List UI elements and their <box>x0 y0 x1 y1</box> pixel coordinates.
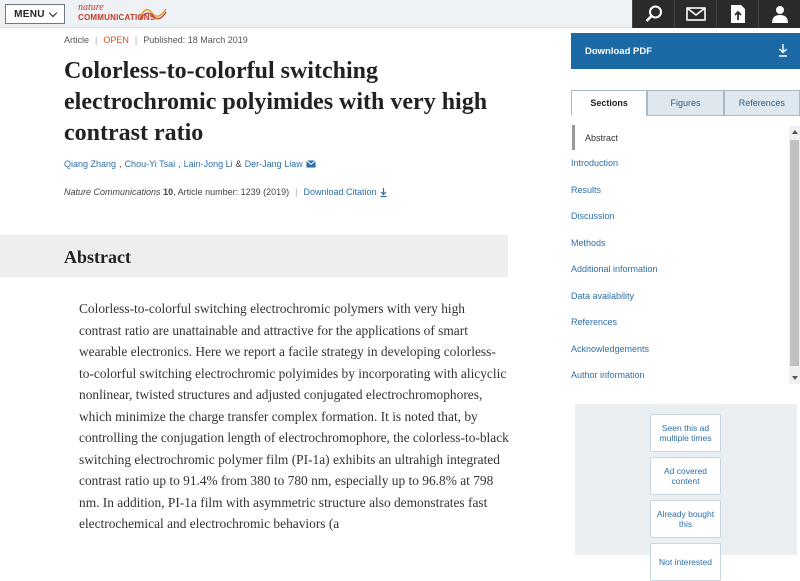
ad-feedback-button[interactable]: Ad covered content <box>650 457 721 495</box>
toc-scrollbar[interactable] <box>789 126 800 384</box>
toc-item-methods[interactable]: Methods <box>571 237 606 248</box>
toc-item-discussion[interactable]: Discussion <box>571 211 615 222</box>
logo-text-communications: COMMUNICATIONS <box>78 13 156 22</box>
author-separator: , <box>178 159 181 169</box>
account-icon <box>771 5 789 23</box>
author-link[interactable]: Chou-Yi Tsai <box>124 159 176 169</box>
author-list <box>64 159 316 169</box>
ad-feedback-panel <box>575 404 797 567</box>
meta-separator: | <box>134 35 138 45</box>
download-pdf-button[interactable] <box>571 33 800 69</box>
download-citation-label: Download Citation <box>303 187 377 197</box>
tab-sections[interactable]: Sections <box>571 90 647 116</box>
abstract-header <box>0 235 508 277</box>
ad-feedback-button[interactable]: Not interested <box>650 543 721 581</box>
toc-item-introduction[interactable]: Introduction <box>571 158 619 169</box>
email-alert-button[interactable] <box>674 0 716 28</box>
logo-wave-icon <box>138 3 168 23</box>
article-title: Colorless-to-colorful switching electrochromic polyimides with very high contrast ratio <box>64 58 488 146</box>
search-icon <box>644 4 664 24</box>
nature-communications-logo[interactable] <box>78 3 155 25</box>
download-icon <box>778 43 788 57</box>
toc-item-abstract[interactable]: Abstract <box>572 125 800 150</box>
ad-feedback-button[interactable]: Seen this ad multiple times <box>650 414 721 452</box>
tab-figures[interactable]: Figures <box>647 90 723 116</box>
toc-item-data-availability[interactable]: Data availability <box>571 290 635 301</box>
scroll-down-arrow-icon[interactable] <box>792 376 798 380</box>
chevron-down-icon <box>49 8 57 16</box>
sidebar-tabs <box>571 90 800 116</box>
author-separator: , <box>119 159 122 169</box>
menu-label: MENU <box>14 8 45 20</box>
download-pdf-label: Download PDF <box>585 45 653 57</box>
top-navigation-bar <box>0 0 800 28</box>
logo-text-nature: nature <box>78 2 104 13</box>
submit-icon <box>730 4 746 24</box>
author-link[interactable]: Der-Jang Liaw <box>244 159 303 169</box>
open-access-badge: OPEN <box>103 35 129 45</box>
tab-references[interactable]: References <box>724 90 800 116</box>
author-link[interactable]: Lain-Jong Li <box>183 159 233 169</box>
journal-name: Nature Communications <box>64 187 161 197</box>
citation-separator: | <box>295 187 298 197</box>
mail-icon <box>686 6 706 22</box>
menu-button[interactable] <box>5 4 65 24</box>
abstract-text: Colorless-to-colorful switching electrochromic polymers with very high contrast ratio are unattainable and attractive for the applications of smart wearable electronics. Here we report a facile strategy in developing colorless-to-colorful switching electrochromic polyimides by incorporating with alicyclic nonlinear, twisted structures and adjusted conjugated electrochromophores, which minimize the charge transfer complex formation. It is noted that, by controlling the conjugation length of electrochromophore, the colorless-to-black switching electrochromic polymer film (PI-1a) exhibits an ultrahigh integrated contrast ratio up to 91.4% from 380 to 780 nm, especially up to 96.8% at 798 nm. In addition, PI-1a film with asymmetric structure also demonstrates fast electrochemical and electrochromic behaviors (a <box>79 301 509 531</box>
download-icon <box>380 188 387 197</box>
toc-item-acknowledgements[interactable]: Acknowledgements <box>571 343 650 354</box>
journal-volume: 10 <box>163 187 174 197</box>
meta-separator: | <box>95 35 98 45</box>
corresponding-author-mail-icon[interactable] <box>306 160 316 168</box>
abstract-heading: Abstract <box>64 247 131 267</box>
scrollbar-thumb[interactable] <box>790 140 799 366</box>
author-link[interactable]: Qiang Zhang <box>64 159 117 169</box>
toc-item-author-information[interactable]: Author information <box>571 370 645 381</box>
toc-item-references[interactable]: References <box>571 317 618 328</box>
toolbar-icons <box>632 0 800 28</box>
download-citation-link[interactable] <box>304 187 387 197</box>
submit-article-button[interactable] <box>716 0 758 28</box>
article-meta <box>64 35 248 45</box>
table-of-contents <box>571 116 800 384</box>
scroll-up-arrow-icon[interactable] <box>792 130 798 134</box>
citation-line <box>64 187 387 197</box>
toc-item-results[interactable]: Results <box>571 184 602 195</box>
toc-item-additional-information[interactable]: Additional information <box>571 264 658 275</box>
citation-text <box>64 187 289 197</box>
ad-feedback-button[interactable]: Already bought this <box>650 500 721 538</box>
author-separator: & <box>235 159 242 169</box>
account-button[interactable] <box>758 0 800 28</box>
published-date: Published: 18 March 2019 <box>143 35 248 45</box>
article-type: Article <box>64 35 90 45</box>
search-button[interactable] <box>632 0 674 28</box>
article-number: , Article number: 1239 (2019) <box>173 187 290 197</box>
